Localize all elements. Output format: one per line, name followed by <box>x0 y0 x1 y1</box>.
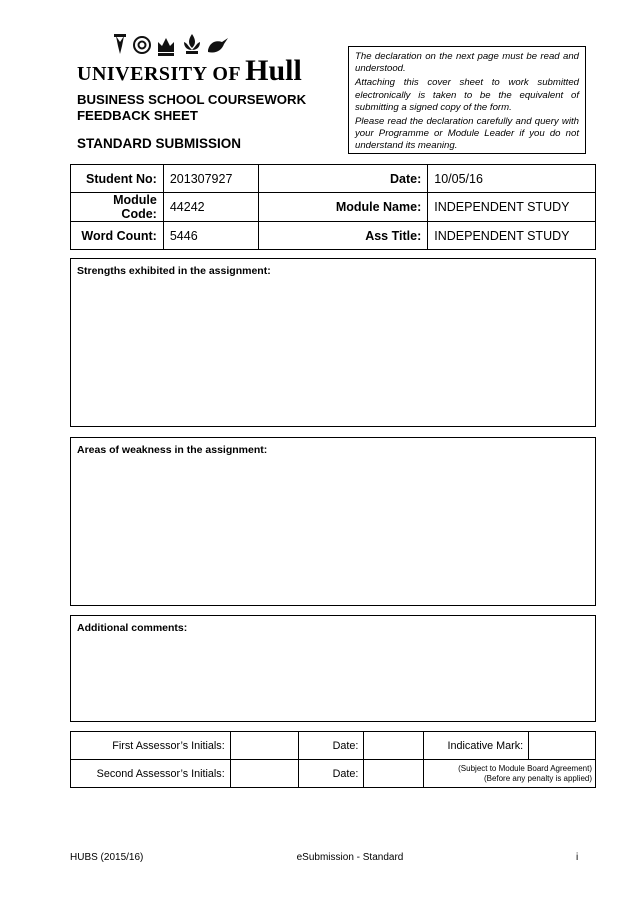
indicative-mark-field[interactable] <box>529 732 596 760</box>
weakness-title: Areas of weakness in the assignment: <box>77 444 268 456</box>
table-row <box>71 193 596 222</box>
module-name-value: INDEPENDENT STUDY <box>428 193 596 222</box>
weakness-box[interactable] <box>70 437 596 606</box>
additional-comments-box[interactable] <box>70 615 596 722</box>
university-logo-text <box>77 54 302 87</box>
module-name-label: Module Name: <box>258 193 428 222</box>
declaration-p2: Attaching this cover sheet to work submitted electronically is taken to be the equivalent of submitting a signed copy of the form. <box>355 77 579 113</box>
declaration-p1: The declaration on the next page must be read and understood. <box>355 51 579 75</box>
sheet-title-line1: BUSINESS SCHOOL COURSEWORK <box>77 92 307 107</box>
mark-note <box>424 760 596 788</box>
additional-comments-title: Additional comments: <box>77 622 188 634</box>
mark-note-line1: (Subject to Module Board Agreement) <box>458 763 592 773</box>
second-assessor-label: Second Assessor’s Initials: <box>71 760 231 788</box>
second-assessor-initials-field[interactable] <box>230 760 298 788</box>
assessor-table <box>70 731 596 788</box>
first-date-label: Date: <box>298 732 364 760</box>
student-no-label: Student No: <box>71 165 164 193</box>
indicative-mark-label: Indicative Mark: <box>424 732 529 760</box>
strengths-title: Strengths exhibited in the assignment: <box>77 265 271 277</box>
first-assessor-initials-field[interactable] <box>230 732 298 760</box>
table-row <box>71 165 596 193</box>
sheet-title-line2: FEEDBACK SHEET <box>77 108 198 123</box>
student-info-table <box>70 164 596 250</box>
second-date-field[interactable] <box>364 760 424 788</box>
strengths-box[interactable] <box>70 258 596 427</box>
table-row <box>71 760 596 788</box>
module-code-label: Module Code: <box>71 193 164 222</box>
word-count-label: Word Count: <box>71 222 164 250</box>
logo-university-of: UNIVERSITY OF <box>77 63 242 85</box>
word-count-value: 5446 <box>163 222 258 250</box>
table-row <box>71 732 596 760</box>
mark-note-line2: (Before any penalty is applied) <box>483 773 592 783</box>
table-row <box>71 222 596 250</box>
declaration-notice <box>348 46 586 154</box>
second-date-label: Date: <box>298 760 364 788</box>
footer-center: eSubmission - Standard <box>296 852 404 863</box>
date-value: 10/05/16 <box>428 165 596 193</box>
logo-hull: Hull <box>245 54 302 87</box>
submission-type: STANDARD SUBMISSION <box>77 136 242 151</box>
ass-title-label: Ass Title: <box>258 222 428 250</box>
date-label: Date: <box>258 165 428 193</box>
footer-page-number: i <box>576 852 579 863</box>
declaration-p3: Please read the declaration carefully and query with your Programme or Module Leader if you do not understand its meaning. <box>355 116 579 152</box>
footer-left: HUBS (2015/16) <box>70 852 144 863</box>
student-no-value: 201307927 <box>163 165 258 193</box>
first-assessor-label: First Assessor’s Initials: <box>71 732 231 760</box>
sheet-title <box>77 92 347 124</box>
module-code-value: 44242 <box>163 193 258 222</box>
ass-title-value: INDEPENDENT STUDY <box>428 222 596 250</box>
first-date-field[interactable] <box>364 732 424 760</box>
